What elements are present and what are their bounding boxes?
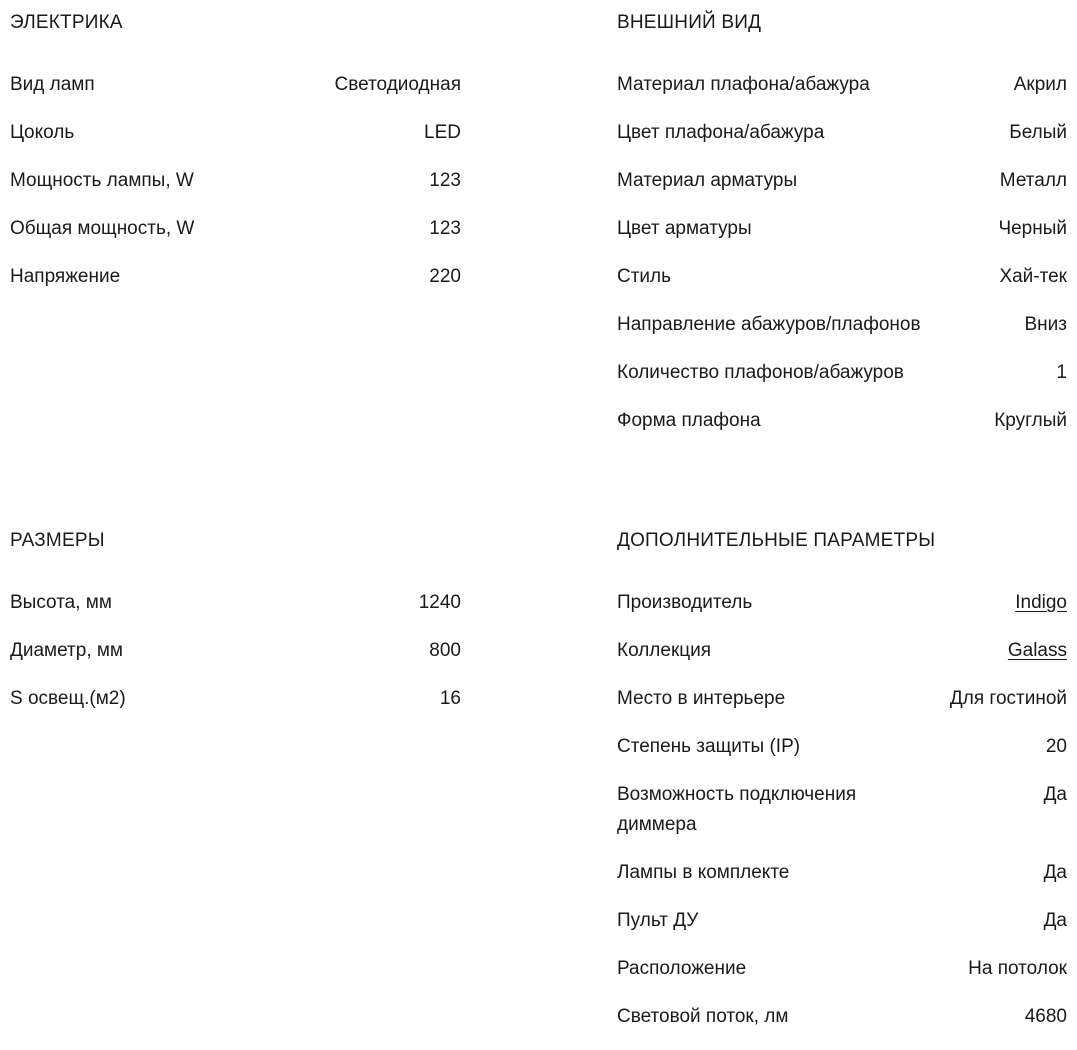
spec-label: Световой поток, лм (617, 1006, 789, 1027)
spec-value: 1240 (418, 592, 461, 613)
spec-value: На потолок (968, 958, 1067, 979)
dimensions-section (10, 528, 461, 732)
spec-label: Пульт ДУ (617, 910, 699, 931)
spec-value: 16 (439, 688, 461, 709)
spec-value: Акрил (1013, 74, 1067, 95)
spec-row-collection (617, 636, 1067, 666)
spec-row-shade-count (617, 358, 1067, 388)
spec-label: Общая мощность, W (10, 218, 195, 239)
spec-row-room (617, 684, 1067, 714)
spec-value: LED (424, 122, 461, 143)
spec-label: Цвет арматуры (617, 218, 752, 239)
spec-value: 20 (1045, 736, 1067, 757)
spec-label: Цоколь (10, 122, 75, 143)
appearance-rows (617, 70, 1067, 436)
electrical-rows (10, 70, 461, 292)
spec-value: 4680 (1024, 1006, 1067, 1027)
spec-value: 800 (429, 640, 461, 661)
spec-row-height (10, 588, 461, 618)
electrical-section (10, 10, 461, 310)
spec-row-diameter (10, 636, 461, 666)
spec-value: Вниз (1024, 314, 1067, 335)
spec-label: Диаметр, мм (10, 640, 123, 661)
spec-row-socket (10, 118, 461, 148)
spec-value: Белый (1009, 122, 1067, 143)
spec-row-dimmer (617, 780, 1067, 840)
spec-label: Место в интерьере (617, 688, 786, 709)
spec-label: Цвет плафона/абажура (617, 122, 825, 143)
spec-label: Степень защиты (IP) (617, 736, 801, 757)
spec-row-remote (617, 906, 1067, 936)
collection-link[interactable]: Galass (1007, 640, 1067, 661)
spec-row-lit-area (10, 684, 461, 714)
spec-label: Лампы в комплекте (617, 862, 790, 883)
spec-row-luminous-flux (617, 1002, 1067, 1032)
spec-row-shade-shape (617, 406, 1067, 436)
spec-row-manufacturer (617, 588, 1067, 618)
spec-label: Количество плафонов/абажуров (617, 362, 904, 383)
spec-row-total-power (10, 214, 461, 244)
spec-row-frame-color (617, 214, 1067, 244)
spec-row-shade-direction (617, 310, 1067, 340)
spec-label: Коллекция (617, 640, 712, 661)
spec-label: Возможность подключения диммера (617, 784, 857, 835)
spec-label: Направление абажуров/плафонов (617, 314, 921, 335)
spec-label: Материал плафона/абажура (617, 74, 870, 95)
spec-row-frame-material (617, 166, 1067, 196)
spec-row-shade-color (617, 118, 1067, 148)
spec-row-placement (617, 954, 1067, 984)
section-title-electrical: ЭЛЕКТРИКА (10, 12, 123, 33)
spec-label: Мощность лампы, W (10, 170, 194, 191)
extra-rows (617, 588, 1067, 1032)
section-title-appearance: ВНЕШНИЙ ВИД (617, 12, 762, 33)
spec-value: 1 (1056, 362, 1067, 383)
dimensions-rows (10, 588, 461, 714)
spec-value: Да (1043, 862, 1067, 883)
section-title-dimensions: РАЗМЕРЫ (10, 530, 105, 551)
section-title-extra: ДОПОЛНИТЕЛЬНЫЕ ПАРАМЕТРЫ (617, 530, 936, 551)
spec-label: S освещ.(м2) (10, 688, 126, 709)
spec-row-lamp-power (10, 166, 461, 196)
spec-value: Да (1043, 784, 1067, 805)
spec-label: Высота, мм (10, 592, 112, 613)
spec-row-voltage (10, 262, 461, 292)
manufacturer-link[interactable]: Indigo (1015, 592, 1067, 613)
appearance-section (617, 10, 1067, 454)
spec-value: 123 (429, 218, 461, 239)
spec-value: Хай-тек (999, 266, 1067, 287)
spec-label: Вид ламп (10, 74, 95, 95)
spec-value: Круглый (994, 410, 1067, 431)
spec-label: Напряжение (10, 266, 121, 287)
spec-label: Производитель (617, 592, 753, 613)
spec-value: 123 (429, 170, 461, 191)
spec-row-ip-rating (617, 732, 1067, 762)
extra-section (617, 528, 1067, 1050)
spec-label: Материал арматуры (617, 170, 798, 191)
spec-row-style (617, 262, 1067, 292)
spec-row-lamp-type (10, 70, 461, 100)
spec-value: 220 (429, 266, 461, 287)
spec-row-shade-material (617, 70, 1067, 100)
spec-value: Да (1043, 910, 1067, 931)
spec-value: Металл (999, 170, 1067, 191)
spec-value: Светодиодная (334, 74, 461, 95)
spec-label: Расположение (617, 958, 747, 979)
spec-value: Для гостиной (949, 688, 1067, 709)
spec-value: Черный (998, 218, 1067, 239)
spec-row-lamps-included (617, 858, 1067, 888)
spec-label: Стиль (617, 266, 672, 287)
spec-label: Форма плафона (617, 410, 761, 431)
